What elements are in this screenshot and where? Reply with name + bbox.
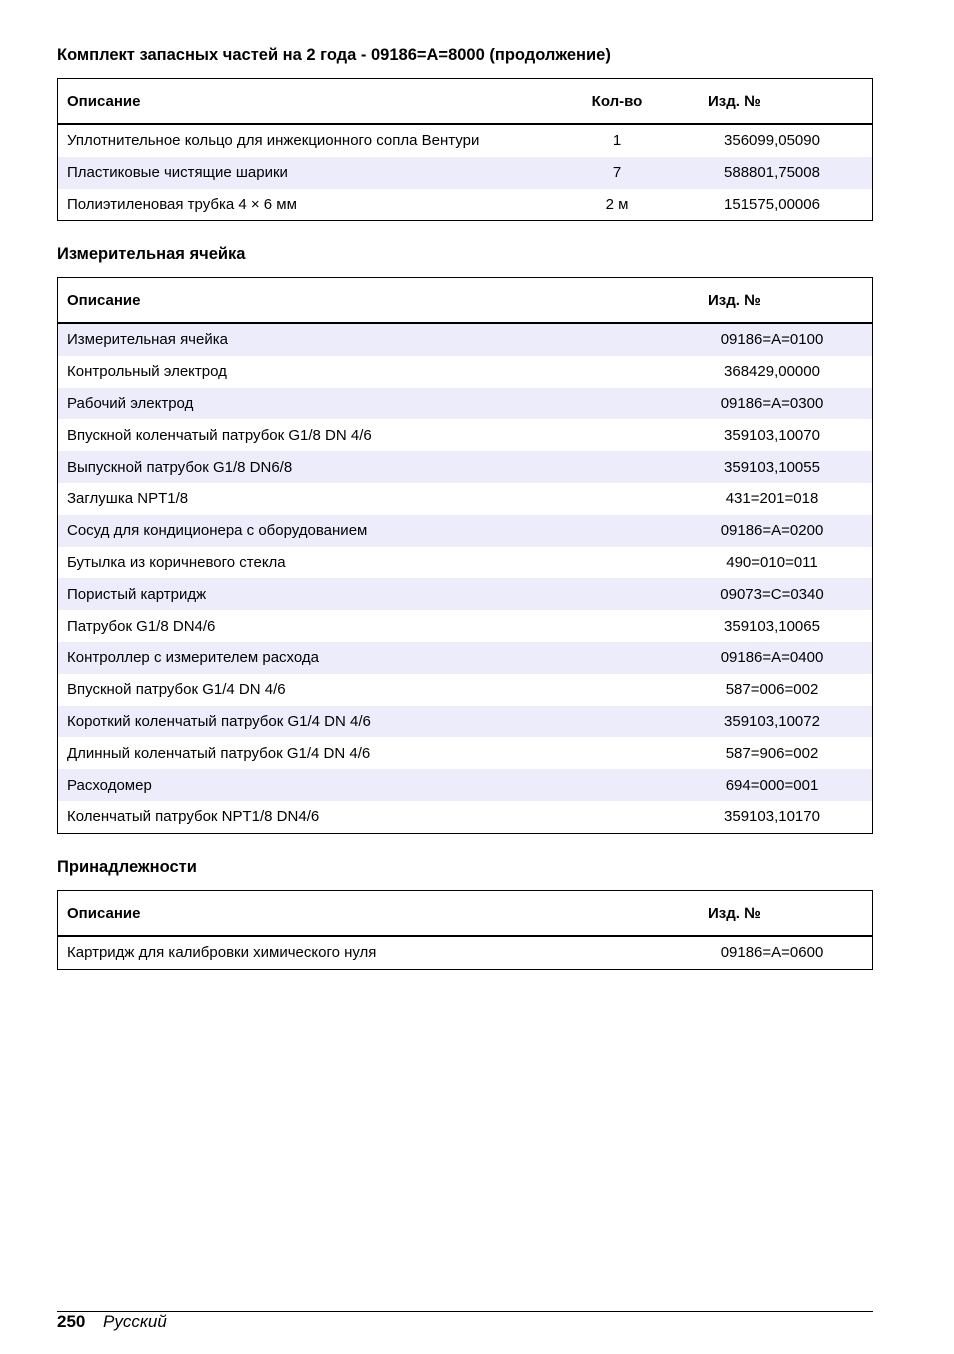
cell-quantity: 1: [612, 132, 622, 150]
table-header-row: [58, 891, 873, 937]
header-catalog-number: Изд. №: [672, 278, 873, 324]
measuring-cell-table: [57, 277, 873, 834]
cell-description: Уплотнительное кольцо для инжекционного сопла Вентури: [67, 132, 480, 150]
cell-description: Патрубок G1/8 DN4/6: [67, 617, 216, 635]
cell-catalog-number: 09186=A=0600: [720, 944, 824, 962]
header-quantity: Кол-во: [562, 79, 672, 125]
cell-catalog-number: 09186=A=0200: [672, 515, 873, 547]
cell-description: Контрольный электрод: [67, 363, 227, 381]
table-row: [58, 674, 873, 706]
table-row: [58, 124, 873, 157]
cell-catalog-number: 368429,00000: [724, 363, 820, 381]
cell-catalog-number: 09186=A=0300: [672, 388, 873, 420]
table-row: [58, 356, 873, 388]
table-row: [58, 323, 873, 356]
spare-parts-table: [57, 78, 873, 221]
cell-catalog-number: 490=010=011: [726, 553, 818, 571]
cell-catalog-number: 356099,05090: [724, 132, 820, 150]
footer-language: Русский: [103, 1312, 167, 1331]
table-row: [58, 610, 873, 642]
table-row: [58, 451, 873, 483]
header-catalog-number: Изд. №: [672, 891, 873, 937]
table-row: [58, 769, 873, 801]
cell-description: Пластиковые чистящие шарики: [58, 157, 563, 189]
cell-quantity: 2 м: [605, 195, 629, 213]
table-row: [58, 936, 873, 969]
header-description: Описание: [58, 278, 673, 324]
cell-description: Сосуд для кондиционера с оборудованием: [58, 515, 673, 547]
cell-description: Длинный коленчатый патрубок G1/4 DN 4/6: [67, 744, 371, 762]
header-description: Описание: [58, 891, 673, 937]
cell-description: Бутылка из коричневого стекла: [67, 553, 286, 571]
cell-catalog-number: 431=201=018: [725, 490, 819, 508]
table-row: [58, 578, 873, 610]
table-row: [58, 388, 873, 420]
table-row: [58, 419, 873, 451]
cell-description: Коленчатый патрубок NPT1/8 DN4/6: [67, 808, 320, 826]
cell-description: Картридж для калибровки химического нуля: [67, 944, 377, 962]
cell-catalog-number: 359103,10065: [724, 617, 820, 635]
table-header-row: [58, 79, 873, 125]
cell-description: Впускной патрубок G1/4 DN 4/6: [67, 681, 286, 699]
page-number: 250: [57, 1312, 86, 1331]
cell-catalog-number: 359103,10055: [672, 451, 873, 483]
cell-catalog-number: 587=006=002: [725, 681, 819, 699]
cell-description: Впускной коленчатый патрубок G1/8 DN 4/6: [67, 426, 372, 444]
table-row: [58, 801, 873, 833]
table-row: [58, 706, 873, 738]
table-row: [58, 547, 873, 579]
table-row: [58, 483, 873, 515]
header-catalog-number: Изд. №: [672, 79, 873, 125]
accessories-table: [57, 890, 873, 970]
header-description: Описание: [58, 79, 563, 125]
footer-rule: [57, 1311, 873, 1312]
cell-catalog-number: 588801,75008: [672, 157, 873, 189]
table-row: [58, 189, 873, 221]
cell-description: Пористый картридж: [58, 578, 673, 610]
cell-catalog-number: 359103,10170: [724, 808, 820, 826]
cell-catalog-number: 151575,00006: [724, 195, 820, 213]
cell-catalog-number: 09186=A=0100: [672, 323, 873, 356]
cell-description: Полиэтиленовая трубка 4 × 6 мм: [67, 195, 297, 213]
table-row: [58, 737, 873, 769]
cell-description: Контроллер с измерителем расхода: [58, 642, 673, 674]
cell-quantity: 7: [562, 157, 672, 189]
cell-catalog-number: 359103,10072: [672, 706, 873, 738]
cell-description: Расходомер: [58, 769, 673, 801]
cell-catalog-number: 09186=A=0400: [672, 642, 873, 674]
cell-catalog-number: 359103,10070: [724, 426, 820, 444]
cell-catalog-number: 587=906=002: [725, 744, 819, 762]
table-header-row: [58, 278, 873, 324]
table-row: [58, 157, 873, 189]
cell-catalog-number: 09073=C=0340: [672, 578, 873, 610]
cell-description: Короткий коленчатый патрубок G1/4 DN 4/6: [58, 706, 673, 738]
section-title-accessories: Принадлежности: [57, 858, 197, 876]
section-title-measuring-cell: Измерительная ячейка: [57, 245, 246, 263]
cell-description: Рабочий электрод: [58, 388, 673, 420]
cell-description: Выпускной патрубок G1/8 DN6/8: [58, 451, 673, 483]
section-title-spare-parts: Комплект запасных частей на 2 года - 09186=A=8000 (продолжение): [57, 46, 611, 64]
cell-description: Заглушка NPT1/8: [67, 490, 189, 508]
cell-description: Измерительная ячейка: [58, 323, 673, 356]
table-row: [58, 515, 873, 547]
table-row: [58, 642, 873, 674]
cell-catalog-number: 694=000=001: [672, 769, 873, 801]
